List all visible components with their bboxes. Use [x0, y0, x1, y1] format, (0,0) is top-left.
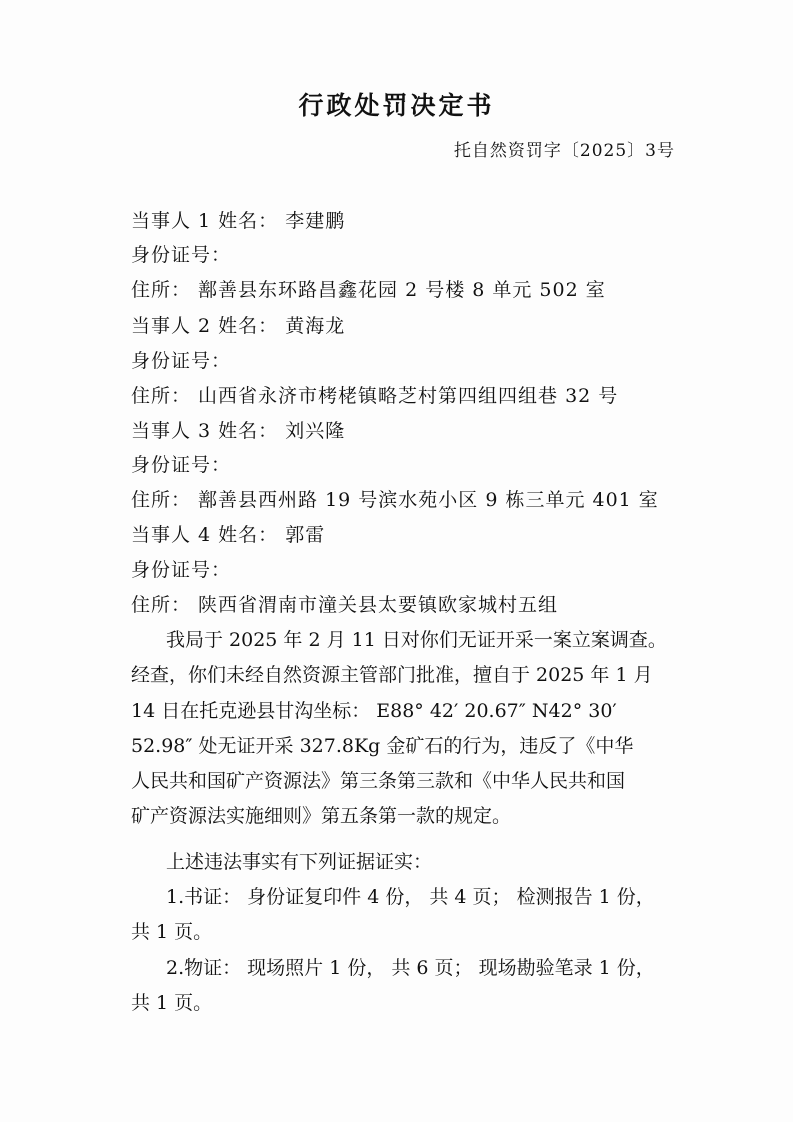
evidence-intro: 上述违法事实有下列证据证实：: [166, 851, 433, 873]
party1-address: 住所： 鄯善县东环路昌鑫花园 2 号楼 8 单元 502 室: [131, 279, 606, 301]
facts-line-2: 经查，你们未经自然资源主管部门批准，擅自于 2025 年 1 月: [131, 664, 653, 686]
document-number: 托自然资罚字〔2025〕3号: [453, 141, 675, 161]
party1-id: 身份证号：: [131, 244, 232, 266]
party2-name: 当事人 2 姓名： 黄海龙: [131, 315, 346, 337]
document-title: 行政处罚决定书: [298, 91, 495, 120]
evidence-2-line-2: 共 1 页。: [131, 992, 213, 1014]
party3-id: 身份证号：: [131, 454, 232, 476]
evidence-2-line-1: 2.物证： 现场照片 1 份， 共 6 页； 现场勘验笔录 1 份，: [166, 957, 655, 979]
party4-address: 住所： 陕西省渭南市潼关县太要镇欧家城村五组: [131, 594, 559, 616]
facts-line-1: 我局于 2025 年 2 月 11 日对你们无证开采一案立案调查。: [166, 629, 667, 651]
evidence-1-line-2: 共 1 页。: [131, 921, 213, 943]
facts-line-4: 52.98″ 处无证开采 327.8Kg 金矿石的行为，违反了《中华: [131, 735, 634, 757]
party1-name: 当事人 1 姓名： 李建鹏: [131, 210, 346, 232]
evidence-1-line-1: 1.书证： 身份证复印件 4 份， 共 4 页； 检测报告 1 份，: [166, 886, 655, 908]
facts-line-3: 14 日在托克逊县甘沟坐标： E88° 42′ 20.67″ N42° 30′: [131, 700, 617, 722]
party4-name: 当事人 4 姓名： 郭雷: [131, 524, 326, 546]
party2-id: 身份证号：: [131, 350, 232, 372]
facts-line-5: 人民共和国矿产资源法》第三条第三款和《中华人民共和国: [131, 770, 626, 792]
party3-address: 住所： 鄯善县西州路 19 号滨水苑小区 9 栋三单元 401 室: [131, 489, 659, 511]
party4-id: 身份证号：: [131, 559, 232, 581]
party3-name: 当事人 3 姓名： 刘兴隆: [131, 420, 346, 442]
party2-address: 住所： 山西省永济市栲栳镇略芝村第四组四组巷 32 号: [131, 385, 619, 407]
facts-line-6: 矿产资源法实施细则》第五条第一款的规定。: [131, 805, 512, 827]
